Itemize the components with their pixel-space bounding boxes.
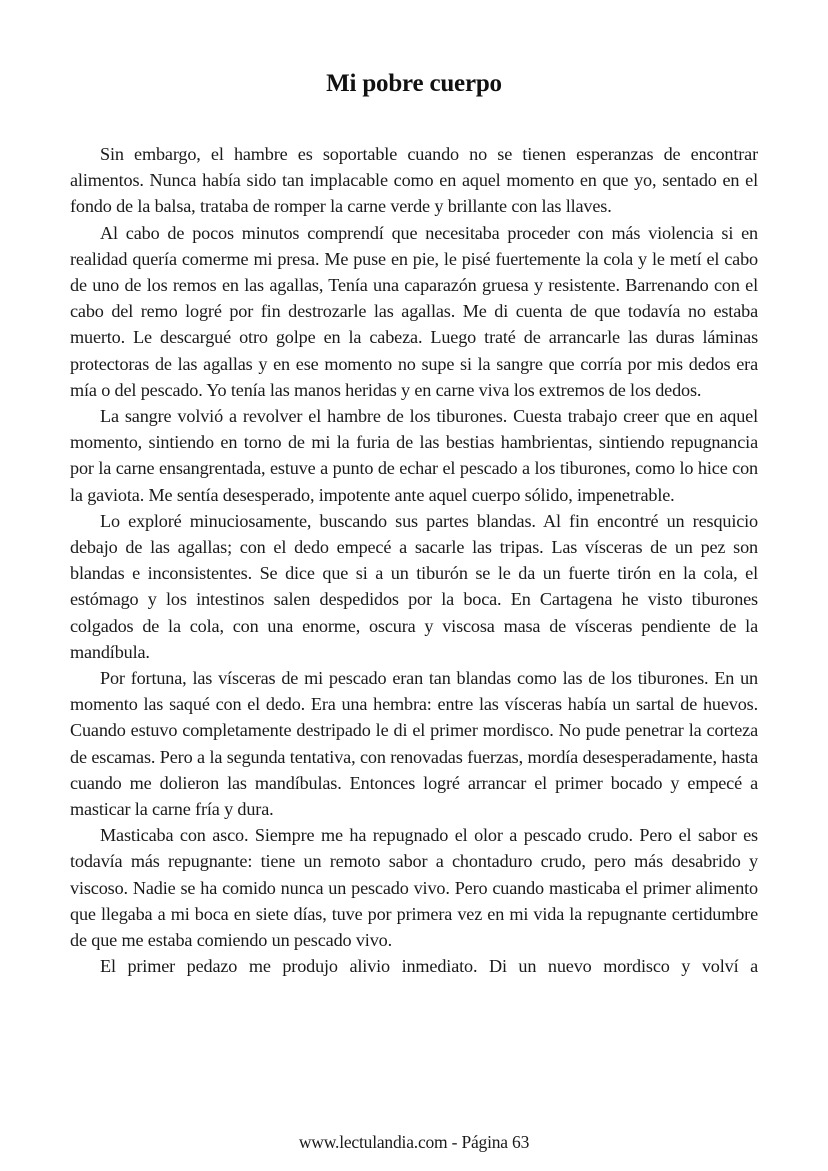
paragraph: Por fortuna, las vísceras de mi pescado eran tan blandas como las de los tiburones. En un momento las saqué con el dedo. Era una hembra: entre las vísceras había un sartal de huevos. Cuando estuvo completamente destripado le di el primer mordisco. No pude penetrar la corteza de escamas. Pero a la segunda tentativa, con renovadas fuerzas, mordía desesperadamente, hasta cuando me dolieron las mandíbulas. Entonces logré arrancar el primer bocado y empecé a masticar la carne fría y dura. — [70, 668, 758, 820]
paragraph: Masticaba con asco. Siempre me ha repugnado el olor a pescado crudo. Pero el sabor es todavía más repugnante: tiene un remoto sabor a chontaduro crudo, pero más desabrido y viscoso. Nadie se ha comido nunca un pescado vivo. Pero cuando masticaba el primer alimento que llegaba a mi boca en siete días, tuve por primera vez en mi vida la repugnante certidumbre de que me estaba comiendo un pescado vivo. — [70, 825, 758, 951]
paragraph: Al cabo de pocos minutos comprendí que necesitaba proceder con más violencia si en realidad quería comerme mi presa. Me puse en pie, le pisé fuertemente la cola y le metí el cabo de uno de los remos en las agallas, Tenía una caparazón gruesa y resistente. Barrenando con el cabo del remo logré por fin destrozarle las agallas. Me di cuenta de que todavía no estaba muerto. Le descargué otro golpe en la cabeza. Luego traté de arrancarle las duras láminas protectoras de las agallas y en ese momento no supe si la sangre que corría por mis dedos era mía o del pescado. Yo tenía las manos heridas y en carne viva los extremos de los dedos. — [70, 222, 758, 400]
paragraph: La sangre volvió a revolver el hambre de los tiburones. Cuesta trabajo creer que en aquel momento, sintiendo en torno de mi la furia de las bestias hambrientas, sintiendo repugnancia por la carne ensangrentada, estuve a punto de echar el pescado a los tiburones, como lo hice con la gaviota. Me sentía desesperado, impotente ante aquel cuerpo sólido, impenetrable. — [70, 406, 758, 505]
paragraph: Sin embargo, el hambre es soportable cuando no se tienen esperanzas de encontrar alimentos. Nunca había sido tan implacable como en aquel momento en que yo, sentado en el fondo de la balsa, trataba de romper la carne verde y brillante con las llaves. — [70, 144, 758, 217]
paragraph: Lo exploré minuciosamente, buscando sus partes blandas. Al fin encontré un resquicio debajo de las agallas; con el dedo empecé a sacarle las tripas. Las vísceras de un pez son blandas e inconsistentes. Se dice que si a un tiburón se le da un fuerte tirón en la cola, el estómago y los intestinos salen despedidos por la boca. En Cartagena he visto tiburones colgados de la cola, con una enorme, oscura y viscosa masa de vísceras pendiente de la mandíbula. — [70, 510, 758, 662]
chapter-title: Mi pobre cuerpo — [326, 70, 502, 97]
paragraph: El primer pedazo me produjo alivio inmediato. Di un nuevo mordisco y volví a — [100, 956, 758, 977]
page-footer: www.lectulandia.com - Página 63 — [298, 1132, 530, 1152]
chapter-body — [70, 141, 758, 980]
